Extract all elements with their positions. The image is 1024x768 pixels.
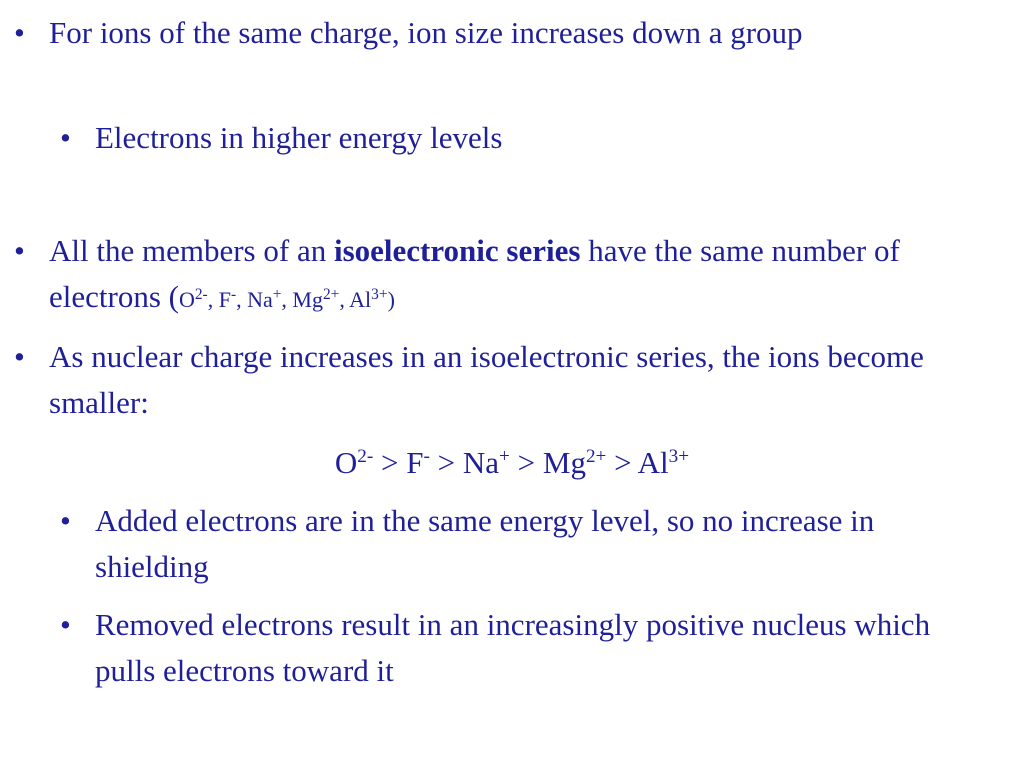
bullet-text: Removed electrons result in an increasingly positive nucleus which pulls electrons toward it [95, 607, 931, 688]
text-pre: All the members of an [49, 233, 334, 268]
bullet-text: Added electrons are in the same energy level, so no increase in shielding [95, 503, 875, 584]
ion-symbol: Na [462, 445, 500, 480]
ion-symbol: Al [349, 287, 372, 312]
ion-charge: + [499, 446, 510, 468]
bullet-nuclear-charge [14, 334, 994, 426]
ion-charge: 2+ [322, 285, 340, 303]
ordered-ion-al [638, 445, 689, 480]
separator: > [373, 445, 407, 480]
bullet-text: For ions of the same charge, ion size increases down a group [49, 15, 803, 50]
ordered-ion-na [463, 445, 510, 480]
ion-list [179, 287, 388, 312]
bullet-marker: • [60, 503, 71, 538]
separator: , [339, 287, 350, 312]
bullet-ion-size-group [14, 10, 994, 56]
separator: > [606, 445, 638, 480]
ion-charge: 3+ [371, 285, 388, 303]
ion-charge: + [272, 285, 282, 303]
ion-symbol: F [406, 445, 424, 480]
text-post: have the same number of electrons ( [49, 233, 900, 314]
ion-al [349, 287, 387, 312]
bullet-marker: • [14, 233, 25, 268]
paren-close: ) [387, 287, 395, 312]
bullet-isoelectronic-series [14, 228, 994, 323]
separator: > [429, 445, 463, 480]
separator: > [509, 445, 543, 480]
ion-mg [292, 287, 339, 312]
ordered-ion-mg [543, 445, 607, 480]
separator: , [236, 287, 248, 312]
ordered-ion-f [406, 445, 430, 480]
ion-symbol: Mg [542, 445, 586, 480]
ion-charge: 3+ [668, 446, 690, 468]
term-isoelectronic-series: isoelectronic series [333, 233, 581, 268]
ion-symbol: Mg [292, 287, 323, 312]
ion-symbol: F [218, 287, 231, 312]
bullet-marker: • [60, 607, 71, 642]
subbullet-removed-electrons [60, 602, 980, 694]
separator: , [281, 287, 293, 312]
ion-size-order [0, 440, 1024, 486]
ion-symbol: O [334, 445, 358, 480]
ion-o [179, 287, 208, 312]
subbullet-added-electrons [60, 498, 980, 590]
ion-charge: 2- [357, 446, 374, 468]
ion-charge: 2- [194, 285, 208, 303]
ion-charge: - [230, 285, 237, 303]
ion-charge: 2+ [585, 446, 607, 468]
bullet-marker: • [14, 339, 25, 374]
bullet-marker: • [14, 15, 25, 50]
separator: , [207, 287, 219, 312]
bullet-text: As nuclear charge increases in an isoelectronic series, the ions become smaller: [49, 339, 924, 420]
ion-symbol: O [178, 287, 195, 312]
ordered-ion-o [335, 445, 373, 480]
bullet-marker: • [60, 120, 71, 155]
subbullet-higher-energy-levels [60, 115, 980, 161]
ion-symbol: Al [637, 445, 669, 480]
ion-na [247, 287, 281, 312]
bullet-text [49, 228, 994, 323]
ion-symbol: Na [247, 287, 273, 312]
ion-f [219, 287, 236, 312]
bullet-text: Electrons in higher energy levels [95, 120, 503, 155]
ion-charge: - [423, 446, 430, 468]
